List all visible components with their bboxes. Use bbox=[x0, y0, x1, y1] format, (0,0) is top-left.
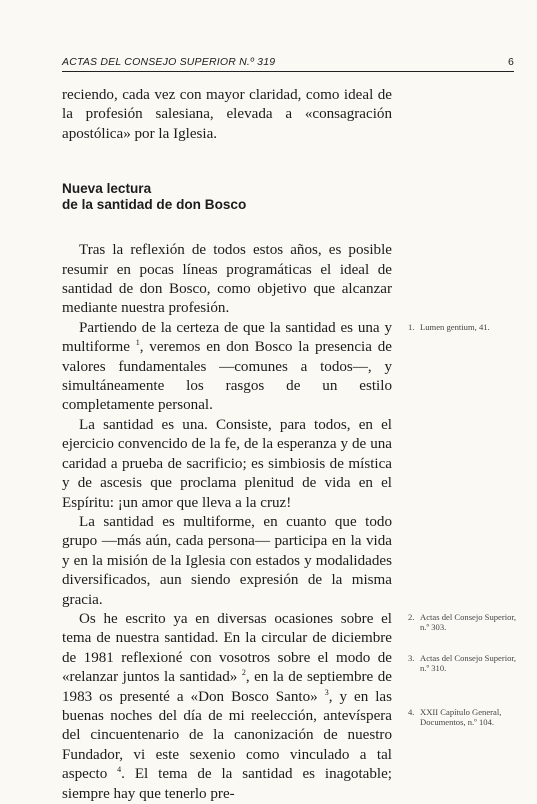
paragraph-5-text-d: . El tema de la santidad es inagotable; siempre hay que tenerlo pre- bbox=[62, 766, 392, 802]
footnote-number: 1. bbox=[408, 322, 415, 332]
footnote-3 bbox=[408, 653, 518, 673]
footnote-number: 3. bbox=[408, 653, 415, 663]
heading-line-1: Nueva lectura bbox=[62, 181, 152, 197]
running-header bbox=[62, 56, 514, 68]
footnote-2 bbox=[408, 612, 518, 632]
paragraph-2-text-b: , veremos en don Bosco la presencia de valores fundamentales —comunes a todos—, y simultáneamente los rasgos de un estilo completamente personal. bbox=[62, 339, 392, 414]
heading-line-2: de la santidad de don Bosco bbox=[62, 197, 247, 213]
paragraph-2-text-a: Partiendo de la certeza de que la santidad es una y multiforme bbox=[62, 319, 392, 356]
footnote-text: Actas del Consejo Superior, n.º 310. bbox=[420, 653, 517, 674]
footnote-text: XXII Capítulo General, Documentos, n.º 104. bbox=[420, 707, 502, 728]
paragraph-continuation: reciendo, cada vez con mayor claridad, como ideal de la profesión salesiana, elevada a «consagración apostólica» por la Iglesia. bbox=[62, 87, 392, 142]
paragraph-5-text-c: , y en las buenas noches del día de mi reelección, antevíspera del cincuentenario de la canonización de nuestro Fundador, vi este sexenio como vinculado a tal aspecto bbox=[62, 688, 392, 783]
footnote-4 bbox=[408, 707, 518, 727]
main-text bbox=[62, 86, 392, 804]
paragraph-2 bbox=[62, 319, 392, 416]
paragraph-4: La santidad es multiforme, en cuanto que todo grupo —más aún, cada persona— participa en la vida y en la misión de la Iglesia con estados y modalidades diversificados, aun siendo expresión de la misma gracia. bbox=[62, 513, 392, 608]
footnote-ref-2: 2 bbox=[241, 668, 246, 678]
footnote-number: 2. bbox=[408, 612, 415, 622]
paragraph-5-text-b: , en la de septiembre de 1983 os presenté a «Don Bosco Santo» bbox=[62, 669, 393, 705]
header-rule bbox=[62, 71, 514, 72]
running-title: ACTAS DEL CONSEJO SUPERIOR N.º 319 bbox=[62, 56, 276, 68]
section-heading bbox=[62, 181, 392, 213]
footnote-ref-1: 1 bbox=[135, 338, 140, 348]
paragraph-5-text-a: Os he escrito ya en diversas ocasiones sobre el tema de nuestra santidad. En la circular de diciembre de 1981 reflexioné con vosotros sobre el modo de «relanzar juntos la santidad» bbox=[62, 610, 392, 686]
footnote-number: 4. bbox=[408, 707, 415, 717]
footnote-1 bbox=[408, 322, 518, 332]
paragraph-3: La santidad es una. Consiste, para todos, en el ejercicio convencido de la fe, de la esperanza y de una caridad a prueba de sacrificio; es simbiosis de mística y de ascesis que proclama plenitud de vida en el Espíritu: ¡un amor que lleva a la cruz! bbox=[62, 416, 392, 511]
footnote-text: Lumen gentium, 41. bbox=[420, 322, 490, 332]
paragraph-1: Tras la reflexión de todos estos años, es posible resumir en pocas líneas programáticas el ideal de santidad de don Bosco, como objetivo que alcanzar mediante nuestra profesión. bbox=[62, 242, 392, 317]
footnote-ref-3: 3 bbox=[324, 687, 329, 697]
page-number: 6 bbox=[507, 56, 514, 68]
footnote-ref-4: 4 bbox=[117, 765, 122, 775]
footnote-text: Actas del Consejo Superior, n.º 303. bbox=[420, 612, 517, 633]
paragraph-5 bbox=[62, 610, 392, 804]
